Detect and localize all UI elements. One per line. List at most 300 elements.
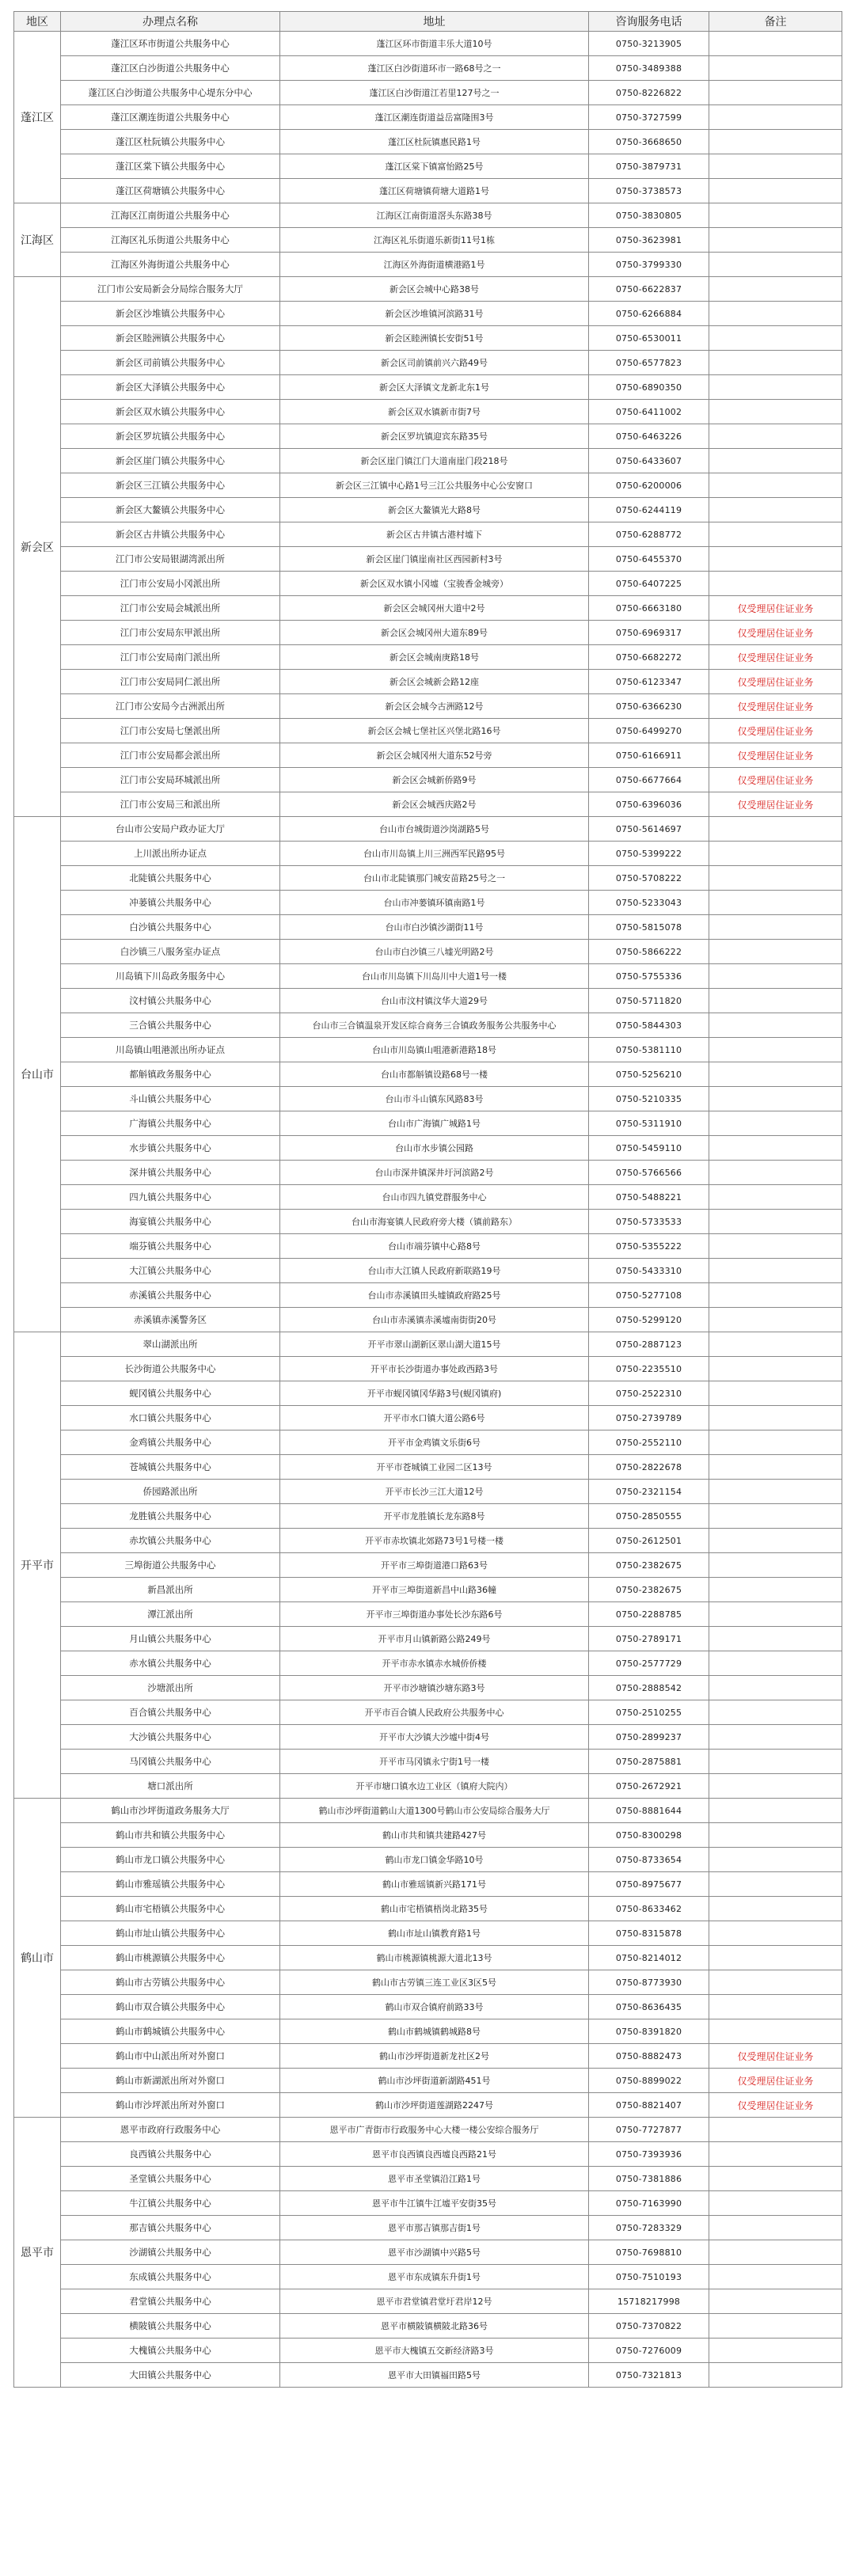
address-cell: 鹤山市龙口镇金华路10号 bbox=[280, 1848, 589, 1872]
note-cell bbox=[709, 253, 842, 277]
district-cell: 新会区 bbox=[14, 277, 61, 817]
phone-cell: 0750-2850555 bbox=[589, 1504, 709, 1529]
note-cell bbox=[709, 32, 842, 56]
phone-cell: 0750-5256210 bbox=[589, 1062, 709, 1087]
address-cell: 新会区大泽镇文龙新北东1号 bbox=[280, 375, 589, 400]
phone-cell: 0750-2510255 bbox=[589, 1700, 709, 1725]
note-cell bbox=[709, 2289, 842, 2314]
service-point-name-cell: 水口镇公共服务中心 bbox=[61, 1406, 280, 1430]
note-cell bbox=[709, 2191, 842, 2216]
service-point-name-cell: 大田镇公共服务中心 bbox=[61, 2363, 280, 2388]
phone-cell: 0750-6463226 bbox=[589, 424, 709, 449]
table-row bbox=[14, 1062, 842, 1087]
address-cell: 恩平市横陂镇横陂北路36号 bbox=[280, 2314, 589, 2339]
note-cell: 仅受理居住证业务 bbox=[709, 719, 842, 743]
phone-cell: 0750-5766566 bbox=[589, 1161, 709, 1185]
address-cell: 台山市海宴镇人民政府旁大楼（镇前路东） bbox=[280, 1210, 589, 1234]
service-point-name-cell: 江门市公安局银湖湾派出所 bbox=[61, 547, 280, 572]
table-row bbox=[14, 130, 842, 154]
table-row bbox=[14, 792, 842, 817]
phone-cell: 0750-5733533 bbox=[589, 1210, 709, 1234]
address-cell: 蓬江区白沙街道江若里127号之一 bbox=[280, 81, 589, 105]
address-cell: 恩平市东成镇东升街1号 bbox=[280, 2265, 589, 2289]
header-note: 备注 bbox=[709, 12, 842, 32]
table-row bbox=[14, 1308, 842, 1332]
note-cell bbox=[709, 1774, 842, 1799]
address-cell: 新会区古井镇古港村墟下 bbox=[280, 522, 589, 547]
phone-cell: 0750-7510193 bbox=[589, 2265, 709, 2289]
note-cell bbox=[709, 424, 842, 449]
address-cell: 台山市三合镇温泉开发区综合商务三合镇政务服务公共服务中心 bbox=[280, 1013, 589, 1038]
address-cell: 新会区会城新会路12座 bbox=[280, 670, 589, 694]
table-row bbox=[14, 2093, 842, 2118]
address-cell: 恩平市圣堂镇沿江路1号 bbox=[280, 2167, 589, 2191]
table-row bbox=[14, 719, 842, 743]
service-point-name-cell: 海宴镇公共服务中心 bbox=[61, 1210, 280, 1234]
table-row bbox=[14, 547, 842, 572]
address-cell: 台山市赤溪镇赤溪墟南街街20号 bbox=[280, 1308, 589, 1332]
service-point-name-cell: 深井镇公共服务中心 bbox=[61, 1161, 280, 1185]
table-row bbox=[14, 179, 842, 203]
address-cell: 蓬江区杜阮镇惠民路1号 bbox=[280, 130, 589, 154]
address-cell: 新会区双水镇新市街7号 bbox=[280, 400, 589, 424]
note-cell bbox=[709, 1308, 842, 1332]
note-cell bbox=[709, 351, 842, 375]
service-point-name-cell: 汶村镇公共服务中心 bbox=[61, 989, 280, 1013]
phone-cell: 0750-6407225 bbox=[589, 572, 709, 596]
address-cell: 台山市白沙镇三八墟光明路2号 bbox=[280, 940, 589, 964]
note-cell bbox=[709, 56, 842, 81]
phone-cell: 0750-8899022 bbox=[589, 2069, 709, 2093]
service-point-name-cell: 大槐镇公共服务中心 bbox=[61, 2339, 280, 2363]
service-point-name-cell: 蚬冈镇公共服务中心 bbox=[61, 1381, 280, 1406]
phone-cell: 0750-6244119 bbox=[589, 498, 709, 522]
address-cell: 蓬江区环市街道丰乐大道10号 bbox=[280, 32, 589, 56]
phone-cell: 0750-5459110 bbox=[589, 1136, 709, 1161]
note-cell bbox=[709, 2216, 842, 2240]
address-cell: 台山市川岛镇下川岛川中大道1号一楼 bbox=[280, 964, 589, 989]
phone-cell: 0750-6166911 bbox=[589, 743, 709, 768]
address-cell: 开平市百合镇人民政府公共服务中心 bbox=[280, 1700, 589, 1725]
phone-cell: 0750-5708222 bbox=[589, 866, 709, 891]
phone-cell: 0750-5355222 bbox=[589, 1234, 709, 1259]
service-points-table bbox=[13, 11, 842, 2388]
address-cell: 开平市大沙镇大沙墟中街4号 bbox=[280, 1725, 589, 1750]
address-cell: 开平市翠山湖新区翠山湖大道15号 bbox=[280, 1332, 589, 1357]
table-row bbox=[14, 2118, 842, 2142]
table-row bbox=[14, 1995, 842, 2019]
table-row bbox=[14, 2216, 842, 2240]
note-cell bbox=[709, 2339, 842, 2363]
note-cell bbox=[709, 326, 842, 351]
phone-cell: 0750-2899237 bbox=[589, 1725, 709, 1750]
note-cell bbox=[709, 1700, 842, 1725]
phone-cell: 0750-8226822 bbox=[589, 81, 709, 105]
phone-cell: 0750-2522310 bbox=[589, 1381, 709, 1406]
service-point-name-cell: 江海区江南街道公共服务中心 bbox=[61, 203, 280, 228]
service-point-name-cell: 蓬江区环市街道公共服务中心 bbox=[61, 32, 280, 56]
table-row bbox=[14, 989, 842, 1013]
phone-cell: 0750-3213905 bbox=[589, 32, 709, 56]
header-name: 办理点名称 bbox=[61, 12, 280, 32]
phone-cell: 0750-7727877 bbox=[589, 2118, 709, 2142]
table-row bbox=[14, 1774, 842, 1799]
address-cell: 江海区礼乐街道乐新街11号1栋 bbox=[280, 228, 589, 253]
note-cell bbox=[709, 1111, 842, 1136]
service-point-name-cell: 蓬江区白沙街道公共服务中心堤东分中心 bbox=[61, 81, 280, 105]
service-point-name-cell: 鹤山市共和镇公共服务中心 bbox=[61, 1823, 280, 1848]
phone-cell: 0750-5815078 bbox=[589, 915, 709, 940]
table-body bbox=[14, 32, 842, 2388]
note-cell bbox=[709, 964, 842, 989]
address-cell: 恩平市君堂镇君堂圩君岸12号 bbox=[280, 2289, 589, 2314]
phone-cell: 0750-2321154 bbox=[589, 1480, 709, 1504]
table-row bbox=[14, 842, 842, 866]
address-cell: 台山市端芬镇中心路8号 bbox=[280, 1234, 589, 1259]
phone-cell: 0750-8773930 bbox=[589, 1970, 709, 1995]
table-row bbox=[14, 1234, 842, 1259]
phone-cell: 0750-3738573 bbox=[589, 179, 709, 203]
phone-cell: 0750-5755336 bbox=[589, 964, 709, 989]
phone-cell: 0750-2577729 bbox=[589, 1651, 709, 1676]
address-cell: 台山市台城街道沙岗湖路5号 bbox=[280, 817, 589, 842]
address-cell: 鹤山市沙坪街道莲湖路2247号 bbox=[280, 2093, 589, 2118]
note-cell bbox=[709, 915, 842, 940]
note-cell bbox=[709, 1995, 842, 2019]
phone-cell: 0750-2552110 bbox=[589, 1430, 709, 1455]
service-point-name-cell: 白沙镇公共服务中心 bbox=[61, 915, 280, 940]
service-point-name-cell: 鹤山市桃源镇公共服务中心 bbox=[61, 1946, 280, 1970]
note-cell bbox=[709, 277, 842, 302]
service-point-name-cell: 江门市公安局新会分局综合服务大厅 bbox=[61, 277, 280, 302]
address-cell: 台山市汶村镇汶华大道29号 bbox=[280, 989, 589, 1013]
address-cell: 鹤山市沙坪街道鹤山大道1300号鹤山市公安局综合服务大厅 bbox=[280, 1799, 589, 1823]
address-cell: 台山市冲蒌镇环镇南路1号 bbox=[280, 891, 589, 915]
table-row bbox=[14, 866, 842, 891]
address-cell: 台山市四九镇党群服务中心 bbox=[280, 1185, 589, 1210]
address-cell: 鹤山市共和镇共建路427号 bbox=[280, 1823, 589, 1848]
service-point-name-cell: 良西镇公共服务中心 bbox=[61, 2142, 280, 2167]
address-cell: 鹤山市鹤城镇鹤城路8号 bbox=[280, 2019, 589, 2044]
address-cell: 江海区外海街道横港路1号 bbox=[280, 253, 589, 277]
district-cell: 台山市 bbox=[14, 817, 61, 1332]
table-row bbox=[14, 1529, 842, 1553]
note-cell bbox=[709, 1651, 842, 1676]
note-cell bbox=[709, 817, 842, 842]
note-cell bbox=[709, 449, 842, 473]
note-cell bbox=[709, 1872, 842, 1897]
note-cell bbox=[709, 228, 842, 253]
header-district: 地区 bbox=[14, 12, 61, 32]
phone-cell: 0750-5866222 bbox=[589, 940, 709, 964]
district-cell: 恩平市 bbox=[14, 2118, 61, 2388]
district-cell: 开平市 bbox=[14, 1332, 61, 1799]
note-cell: 仅受理居住证业务 bbox=[709, 694, 842, 719]
note-cell bbox=[709, 2265, 842, 2289]
address-cell: 开平市赤坎镇北郊路73号1号楼一楼 bbox=[280, 1529, 589, 1553]
table-row bbox=[14, 473, 842, 498]
phone-cell: 0750-3727599 bbox=[589, 105, 709, 130]
phone-cell: 0750-5210335 bbox=[589, 1087, 709, 1111]
note-cell bbox=[709, 842, 842, 866]
phone-cell: 0750-6530011 bbox=[589, 326, 709, 351]
note-cell bbox=[709, 1504, 842, 1529]
table-row bbox=[14, 1504, 842, 1529]
service-point-name-cell: 江门市公安局三和派出所 bbox=[61, 792, 280, 817]
address-cell: 鹤山市雅瑶镇新兴路171号 bbox=[280, 1872, 589, 1897]
address-cell: 新会区会城七堡社区兴堡北路16号 bbox=[280, 719, 589, 743]
note-cell bbox=[709, 1381, 842, 1406]
service-point-name-cell: 蓬江区潮连街道公共服务中心 bbox=[61, 105, 280, 130]
note-cell bbox=[709, 1455, 842, 1480]
phone-cell: 0750-6433607 bbox=[589, 449, 709, 473]
phone-cell: 0750-5381110 bbox=[589, 1038, 709, 1062]
address-cell: 新会区会城冈州大道东89号 bbox=[280, 621, 589, 645]
note-cell bbox=[709, 1234, 842, 1259]
phone-cell: 0750-7381886 bbox=[589, 2167, 709, 2191]
address-cell: 开平市马冈镇永宁街1号一楼 bbox=[280, 1750, 589, 1774]
table-row bbox=[14, 1799, 842, 1823]
note-cell bbox=[709, 1283, 842, 1308]
note-cell bbox=[709, 1970, 842, 1995]
table-row bbox=[14, 1038, 842, 1062]
address-cell: 开平市三埠街道办事处长沙东路6号 bbox=[280, 1602, 589, 1627]
table-row bbox=[14, 817, 842, 842]
service-point-name-cell: 新会区三江镇公共服务中心 bbox=[61, 473, 280, 498]
note-cell bbox=[709, 154, 842, 179]
phone-cell: 0750-2382675 bbox=[589, 1553, 709, 1578]
address-cell: 新会区三江镇中心路1号三江公共服务中心公安窗口 bbox=[280, 473, 589, 498]
service-point-name-cell: 新会区睦洲镇公共服务中心 bbox=[61, 326, 280, 351]
note-cell bbox=[709, 1553, 842, 1578]
address-cell: 蓬江区潮连街道益岳富隆围3号 bbox=[280, 105, 589, 130]
table-row bbox=[14, 915, 842, 940]
table-row bbox=[14, 964, 842, 989]
table-row bbox=[14, 2314, 842, 2339]
phone-cell: 0750-3879731 bbox=[589, 154, 709, 179]
service-point-name-cell: 大沙镇公共服务中心 bbox=[61, 1725, 280, 1750]
phone-cell: 0750-6123347 bbox=[589, 670, 709, 694]
service-point-name-cell: 鹤山市址山镇公共服务中心 bbox=[61, 1921, 280, 1946]
service-point-name-cell: 水步镇公共服务中心 bbox=[61, 1136, 280, 1161]
address-cell: 新会区会城西庆路2号 bbox=[280, 792, 589, 817]
table-row bbox=[14, 424, 842, 449]
phone-cell: 0750-5614697 bbox=[589, 817, 709, 842]
note-cell bbox=[709, 1357, 842, 1381]
address-cell: 鹤山市宅梧镇梧岗北路35号 bbox=[280, 1897, 589, 1921]
table-row bbox=[14, 1676, 842, 1700]
phone-cell: 0750-7283329 bbox=[589, 2216, 709, 2240]
service-point-name-cell: 鹤山市沙坪派出所对外窗口 bbox=[61, 2093, 280, 2118]
service-point-name-cell: 鹤山市宅梧镇公共服务中心 bbox=[61, 1897, 280, 1921]
phone-cell: 0750-6455370 bbox=[589, 547, 709, 572]
table-row bbox=[14, 1651, 842, 1676]
note-cell bbox=[709, 1848, 842, 1872]
phone-cell: 0750-6682272 bbox=[589, 645, 709, 670]
table-row bbox=[14, 1455, 842, 1480]
table-row bbox=[14, 891, 842, 915]
table-row bbox=[14, 1480, 842, 1504]
address-cell: 鹤山市古劳镇三连工业区3区5号 bbox=[280, 1970, 589, 1995]
table-row bbox=[14, 2363, 842, 2388]
service-point-name-cell: 江海区外海街道公共服务中心 bbox=[61, 253, 280, 277]
table-row bbox=[14, 1627, 842, 1651]
service-point-name-cell: 新会区双水镇公共服务中心 bbox=[61, 400, 280, 424]
address-cell: 新会区双水镇小冈墟（宝骏香金城旁） bbox=[280, 572, 589, 596]
address-cell: 新会区崖门镇崖南社区西园新村3号 bbox=[280, 547, 589, 572]
table-row bbox=[14, 2069, 842, 2093]
note-cell bbox=[709, 1013, 842, 1038]
service-point-name-cell: 新会区司前镇公共服务中心 bbox=[61, 351, 280, 375]
note-cell bbox=[709, 547, 842, 572]
service-point-name-cell: 蓬江区棠下镇公共服务中心 bbox=[61, 154, 280, 179]
address-cell: 开平市苍城镇工业园二区13号 bbox=[280, 1455, 589, 1480]
note-cell bbox=[709, 1799, 842, 1823]
service-point-name-cell: 江门市公安局今古洲派出所 bbox=[61, 694, 280, 719]
table-row bbox=[14, 1185, 842, 1210]
service-point-name-cell: 牛江镇公共服务中心 bbox=[61, 2191, 280, 2216]
table-row bbox=[14, 81, 842, 105]
note-cell bbox=[709, 1038, 842, 1062]
phone-cell: 0750-5311910 bbox=[589, 1111, 709, 1136]
table-row bbox=[14, 596, 842, 621]
note-cell: 仅受理居住证业务 bbox=[709, 596, 842, 621]
table-row bbox=[14, 253, 842, 277]
note-cell bbox=[709, 522, 842, 547]
note-cell: 仅受理居住证业务 bbox=[709, 768, 842, 792]
phone-cell: 0750-2612501 bbox=[589, 1529, 709, 1553]
service-point-name-cell: 新昌派出所 bbox=[61, 1578, 280, 1602]
service-point-name-cell: 翠山湖派出所 bbox=[61, 1332, 280, 1357]
phone-cell: 0750-6499270 bbox=[589, 719, 709, 743]
service-point-name-cell: 那吉镇公共服务中心 bbox=[61, 2216, 280, 2240]
note-cell bbox=[709, 1136, 842, 1161]
service-point-name-cell: 新会区大泽镇公共服务中心 bbox=[61, 375, 280, 400]
service-point-name-cell: 圣堂镇公共服务中心 bbox=[61, 2167, 280, 2191]
note-cell bbox=[709, 2363, 842, 2388]
address-cell: 台山市水步镇公园路 bbox=[280, 1136, 589, 1161]
address-cell: 恩平市沙湖镇中兴路5号 bbox=[280, 2240, 589, 2265]
service-point-name-cell: 长沙街道公共服务中心 bbox=[61, 1357, 280, 1381]
service-point-name-cell: 川岛镇下川岛政务服务中心 bbox=[61, 964, 280, 989]
service-point-name-cell: 鹤山市龙口镇公共服务中心 bbox=[61, 1848, 280, 1872]
note-cell: 仅受理居住证业务 bbox=[709, 2044, 842, 2069]
table-row bbox=[14, 694, 842, 719]
address-cell: 开平市蚬冈镇冈华路3号(蚬冈镇府) bbox=[280, 1381, 589, 1406]
table-row bbox=[14, 105, 842, 130]
table-row bbox=[14, 1111, 842, 1136]
table-row bbox=[14, 1553, 842, 1578]
service-point-name-cell: 马冈镇公共服务中心 bbox=[61, 1750, 280, 1774]
table-row bbox=[14, 2167, 842, 2191]
note-cell bbox=[709, 1332, 842, 1357]
service-point-name-cell: 沙湖镇公共服务中心 bbox=[61, 2240, 280, 2265]
address-cell: 新会区会城冈州大道中2号 bbox=[280, 596, 589, 621]
phone-cell: 0750-6411002 bbox=[589, 400, 709, 424]
table-row bbox=[14, 1283, 842, 1308]
address-cell: 台山市深井镇深井圩河滨路2号 bbox=[280, 1161, 589, 1185]
phone-cell: 0750-3668650 bbox=[589, 130, 709, 154]
note-cell bbox=[709, 1921, 842, 1946]
table-row bbox=[14, 1381, 842, 1406]
phone-cell: 0750-5844303 bbox=[589, 1013, 709, 1038]
service-point-name-cell: 东成镇公共服务中心 bbox=[61, 2265, 280, 2289]
phone-cell: 0750-2288785 bbox=[589, 1602, 709, 1627]
note-cell bbox=[709, 1430, 842, 1455]
header-address: 地址 bbox=[280, 12, 589, 32]
address-cell: 恩平市良西镇良西墟良西路21号 bbox=[280, 2142, 589, 2167]
table-row bbox=[14, 2289, 842, 2314]
phone-cell: 0750-2739789 bbox=[589, 1406, 709, 1430]
address-cell: 恩平市大田镇福田路5号 bbox=[280, 2363, 589, 2388]
phone-cell: 0750-7393936 bbox=[589, 2142, 709, 2167]
address-cell: 新会区睦洲镇长安街51号 bbox=[280, 326, 589, 351]
table-row bbox=[14, 1921, 842, 1946]
service-point-name-cell: 新会区古井镇公共服务中心 bbox=[61, 522, 280, 547]
table-row bbox=[14, 302, 842, 326]
service-point-name-cell: 江门市公安局南门派出所 bbox=[61, 645, 280, 670]
note-cell bbox=[709, 1578, 842, 1602]
phone-cell: 0750-8881644 bbox=[589, 1799, 709, 1823]
phone-cell: 0750-5277108 bbox=[589, 1283, 709, 1308]
service-point-name-cell: 蓬江区白沙街道公共服务中心 bbox=[61, 56, 280, 81]
note-cell bbox=[709, 1725, 842, 1750]
service-point-name-cell: 新会区大鳌镇公共服务中心 bbox=[61, 498, 280, 522]
address-cell: 鹤山市沙坪街道新龙社区2号 bbox=[280, 2044, 589, 2069]
note-cell bbox=[709, 572, 842, 596]
address-cell: 新会区罗坑镇迎宾东路35号 bbox=[280, 424, 589, 449]
service-point-name-cell: 潭江派出所 bbox=[61, 1602, 280, 1627]
note-cell bbox=[709, 498, 842, 522]
address-cell: 台山市斗山镇东风路83号 bbox=[280, 1087, 589, 1111]
phone-cell: 0750-6288772 bbox=[589, 522, 709, 547]
service-point-name-cell: 三合镇公共服务中心 bbox=[61, 1013, 280, 1038]
note-cell: 仅受理居住证业务 bbox=[709, 2093, 842, 2118]
phone-cell: 0750-5233043 bbox=[589, 891, 709, 915]
address-cell: 台山市赤溪镇田头墟镇政府路25号 bbox=[280, 1283, 589, 1308]
note-cell bbox=[709, 375, 842, 400]
address-cell: 鹤山市双合镇府前路33号 bbox=[280, 1995, 589, 2019]
address-cell: 恩平市大槐镇五交新经济路3号 bbox=[280, 2339, 589, 2363]
service-point-name-cell: 北陡镇公共服务中心 bbox=[61, 866, 280, 891]
address-cell: 开平市长沙三江大道12号 bbox=[280, 1480, 589, 1504]
service-point-name-cell: 百合镇公共服务中心 bbox=[61, 1700, 280, 1725]
phone-cell: 0750-7370822 bbox=[589, 2314, 709, 2339]
address-cell: 新会区会城冈州大道东52号旁 bbox=[280, 743, 589, 768]
phone-cell: 0750-8300298 bbox=[589, 1823, 709, 1848]
district-cell: 鹤山市 bbox=[14, 1799, 61, 2118]
phone-cell: 0750-2888542 bbox=[589, 1676, 709, 1700]
address-cell: 新会区会城南庚路18号 bbox=[280, 645, 589, 670]
table-row bbox=[14, 400, 842, 424]
table-row bbox=[14, 1161, 842, 1185]
address-cell: 开平市沙塘镇沙塘东路3号 bbox=[280, 1676, 589, 1700]
phone-cell: 0750-6890350 bbox=[589, 375, 709, 400]
service-point-name-cell: 沙塘派出所 bbox=[61, 1676, 280, 1700]
table-row bbox=[14, 940, 842, 964]
note-cell bbox=[709, 1823, 842, 1848]
address-cell: 开平市长沙街道办事处政西路3号 bbox=[280, 1357, 589, 1381]
note-cell bbox=[709, 891, 842, 915]
phone-cell: 0750-3489388 bbox=[589, 56, 709, 81]
service-point-name-cell: 龙胜镇公共服务中心 bbox=[61, 1504, 280, 1529]
table-row bbox=[14, 1357, 842, 1381]
note-cell: 仅受理居住证业务 bbox=[709, 2069, 842, 2093]
service-point-name-cell: 鹤山市双合镇公共服务中心 bbox=[61, 1995, 280, 2019]
address-cell: 江海区江南街道滘头东路38号 bbox=[280, 203, 589, 228]
phone-cell: 0750-6677664 bbox=[589, 768, 709, 792]
phone-cell: 0750-7321813 bbox=[589, 2363, 709, 2388]
